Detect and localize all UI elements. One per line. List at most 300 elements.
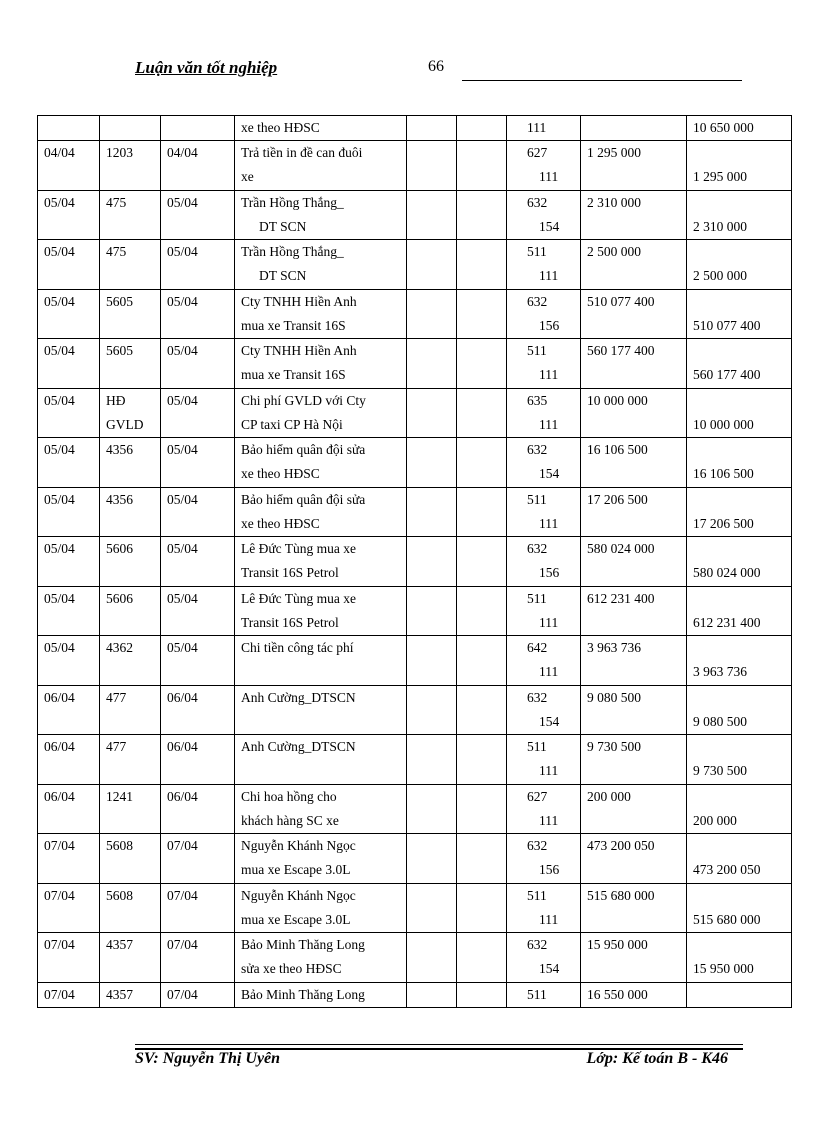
cell-text: 10 000 000 (693, 416, 754, 432)
cell-debit (581, 685, 687, 735)
cell-debit (581, 438, 687, 488)
cell-text: Anh Cường_DTSCN (241, 739, 356, 754)
cell-voucher-date (161, 982, 235, 1007)
cell-credit (687, 240, 792, 290)
cell-text: Bảo hiểm quân đội sửa (241, 491, 366, 507)
cell-text: 4357 (106, 937, 133, 952)
table-row (38, 438, 792, 488)
cell-text: 10 000 000 (587, 392, 648, 408)
cell-empty-2 (457, 933, 507, 983)
cell-text: 1203 (106, 145, 133, 160)
cell-text: 07/04 (44, 937, 75, 952)
cell-text: CP taxi CP Hà Nội (241, 416, 343, 432)
table-row (38, 289, 792, 339)
cell-text: Transit 16S Petrol (241, 614, 339, 630)
cell-empty-2 (457, 834, 507, 884)
cell-text: 5608 (106, 887, 133, 903)
cell-debit (581, 883, 687, 933)
cell-text: 473 200 050 (587, 838, 655, 853)
cell-text: 10 650 000 (693, 120, 754, 135)
cell-debit (581, 784, 687, 834)
table-row (38, 636, 792, 686)
cell-description (235, 636, 407, 686)
cell-text: 05/04 (44, 343, 75, 358)
cell-text: 642 (527, 640, 548, 655)
cell-text: 5605 (106, 293, 133, 309)
cell-account (507, 141, 581, 191)
cell-voucher-date (161, 933, 235, 983)
cell-voucher-date (161, 240, 235, 290)
cell-text: 9 730 500 (693, 763, 747, 778)
cell-text: 612 231 400 (693, 614, 761, 630)
table-row (38, 834, 792, 884)
cell-voucher-number (100, 487, 161, 537)
cell-empty-1 (407, 388, 457, 438)
cell-empty-2 (457, 438, 507, 488)
cell-voucher-number (100, 685, 161, 735)
cell-date (38, 339, 100, 389)
cell-text: 4357 (106, 986, 133, 1002)
cell-account (507, 190, 581, 240)
cell-description (235, 190, 407, 240)
cell-text: 17 206 500 (587, 491, 648, 507)
cell-text: 154 (539, 961, 560, 976)
cell-text: 511 (527, 887, 547, 903)
cell-text: xe theo HĐSC (241, 515, 320, 531)
cell-empty-2 (457, 586, 507, 636)
cell-text: 4356 (106, 442, 133, 457)
cell-text: Trả tiền in đề can đuôi (241, 145, 363, 160)
cell-empty-2 (457, 240, 507, 290)
cell-text: 475 (106, 244, 127, 259)
table-row (38, 190, 792, 240)
cell-text: 510 077 400 (693, 317, 761, 333)
cell-description (235, 735, 407, 785)
cell-account (507, 537, 581, 587)
cell-debit (581, 289, 687, 339)
cell-description (235, 537, 407, 587)
cell-text: DT SCN (259, 218, 307, 234)
cell-empty-2 (457, 339, 507, 389)
cell-text: 1 295 000 (587, 145, 641, 160)
cell-empty-1 (407, 933, 457, 983)
cell-voucher-date (161, 289, 235, 339)
cell-text: Lê Đức Tùng mua xe (241, 590, 357, 606)
cell-empty-1 (407, 784, 457, 834)
cell-empty-1 (407, 190, 457, 240)
cell-account (507, 289, 581, 339)
ledger-body (38, 116, 792, 1008)
cell-text: mua xe Escape 3.0L (241, 862, 351, 877)
cell-text: 05/04 (44, 590, 75, 606)
cell-text: 511 (527, 343, 547, 358)
cell-text: khách hàng SC xe (241, 812, 339, 828)
cell-text: 632 (527, 541, 548, 556)
cell-debit (581, 834, 687, 884)
cell-account (507, 834, 581, 884)
cell-voucher-date (161, 388, 235, 438)
cell-date (38, 190, 100, 240)
cell-account (507, 487, 581, 537)
cell-text: 477 (106, 739, 127, 754)
cell-empty-1 (407, 537, 457, 587)
cell-text: 156 (539, 862, 560, 877)
cell-text: Bảo Minh Thăng Long (241, 937, 365, 952)
cell-debit (581, 636, 687, 686)
cell-text: Nguyễn Khánh Ngọc (241, 838, 356, 853)
cell-voucher-number (100, 784, 161, 834)
cell-text: 156 (539, 317, 560, 333)
cell-voucher-date (161, 438, 235, 488)
cell-text: 111 (539, 812, 559, 828)
cell-text: 04/04 (44, 145, 75, 160)
page-number: 66 (428, 58, 444, 75)
cell-text: 07/04 (167, 887, 198, 903)
cell-text: 16 106 500 (587, 442, 648, 457)
cell-text: 5605 (106, 343, 133, 358)
cell-text: Bảo hiểm quân đội sửa (241, 442, 366, 457)
cell-voucher-date (161, 834, 235, 884)
cell-empty-1 (407, 438, 457, 488)
cell-account (507, 933, 581, 983)
cell-text: 560 177 400 (693, 367, 761, 382)
cell-empty-1 (407, 883, 457, 933)
cell-text: xe theo HĐSC (241, 466, 320, 481)
cell-credit (687, 116, 792, 141)
footer-class: Lớp: Kế toán B - K46 (586, 1050, 728, 1067)
cell-text: 05/04 (167, 541, 198, 556)
cell-text: Trần Hồng Thắng_ (241, 194, 344, 210)
cell-empty-1 (407, 586, 457, 636)
cell-text: mua xe Transit 16S (241, 367, 346, 382)
cell-text: 475 (106, 194, 127, 210)
cell-empty-1 (407, 240, 457, 290)
cell-voucher-number (100, 883, 161, 933)
cell-text: xe (241, 169, 254, 184)
cell-credit (687, 388, 792, 438)
cell-text: 156 (539, 565, 560, 580)
cell-text: mua xe Transit 16S (241, 317, 346, 333)
cell-account (507, 883, 581, 933)
cell-account (507, 685, 581, 735)
table-row (38, 982, 792, 1007)
cell-empty-2 (457, 537, 507, 587)
cell-text: 16 106 500 (693, 466, 754, 481)
cell-debit (581, 537, 687, 587)
table-row (38, 116, 792, 141)
cell-date (38, 636, 100, 686)
cell-debit (581, 190, 687, 240)
cell-description (235, 982, 407, 1007)
table-row (38, 339, 792, 389)
cell-text: Nguyễn Khánh Ngọc (241, 887, 356, 903)
cell-voucher-number (100, 834, 161, 884)
cell-account (507, 784, 581, 834)
cell-description (235, 141, 407, 191)
cell-text: 16 550 000 (587, 986, 648, 1002)
table-row (38, 586, 792, 636)
cell-description (235, 116, 407, 141)
cell-description (235, 784, 407, 834)
cell-voucher-number (100, 141, 161, 191)
cell-text: 111 (539, 911, 559, 927)
cell-debit (581, 141, 687, 191)
cell-text: 111 (539, 664, 559, 679)
ledger-table (37, 115, 792, 1008)
cell-account (507, 982, 581, 1007)
cell-date (38, 883, 100, 933)
cell-account (507, 586, 581, 636)
table-row (38, 388, 792, 438)
cell-debit (581, 116, 687, 141)
cell-text: 515 680 000 (693, 911, 761, 927)
cell-text: 580 024 000 (587, 541, 655, 556)
cell-text: 9 730 500 (587, 739, 641, 754)
cell-text: 632 (527, 194, 548, 210)
table-row (38, 735, 792, 785)
cell-account (507, 636, 581, 686)
cell-text: 511 (527, 244, 547, 259)
cell-debit (581, 339, 687, 389)
cell-empty-1 (407, 834, 457, 884)
cell-date (38, 982, 100, 1007)
cell-text: Chi tiền công tác phí (241, 640, 354, 655)
table-row (38, 240, 792, 290)
cell-text: 15 950 000 (693, 961, 754, 976)
cell-text: 1 295 000 (693, 169, 747, 184)
cell-text: 05/04 (44, 541, 75, 556)
cell-text: 111 (539, 614, 559, 630)
cell-description (235, 339, 407, 389)
cell-text: 4356 (106, 491, 133, 507)
header-rule (462, 80, 742, 81)
cell-text: 07/04 (167, 937, 198, 952)
cell-text: 05/04 (167, 293, 198, 309)
cell-voucher-date (161, 685, 235, 735)
cell-text: Trần Hồng Thắng_ (241, 244, 344, 259)
cell-voucher-date (161, 636, 235, 686)
cell-voucher-number (100, 636, 161, 686)
cell-text: 627 (527, 145, 548, 160)
cell-credit (687, 339, 792, 389)
cell-text: 515 680 000 (587, 887, 655, 903)
cell-text: Anh Cường_DTSCN (241, 689, 356, 705)
cell-text: 5608 (106, 838, 133, 853)
cell-date (38, 438, 100, 488)
cell-date (38, 388, 100, 438)
cell-text: 2 500 000 (693, 268, 747, 283)
cell-empty-1 (407, 289, 457, 339)
table-row (38, 487, 792, 537)
cell-text: 111 (527, 120, 547, 135)
cell-empty-2 (457, 487, 507, 537)
cell-text: 9 080 500 (587, 689, 641, 705)
cell-text: Bảo Minh Thăng Long (241, 986, 365, 1002)
cell-account (507, 240, 581, 290)
cell-text: HĐ GVLD (106, 392, 144, 432)
cell-description (235, 388, 407, 438)
cell-text: 05/04 (167, 194, 198, 210)
cell-credit (687, 982, 792, 1007)
cell-text: 632 (527, 689, 548, 705)
cell-text: 06/04 (167, 689, 198, 705)
cell-voucher-number (100, 339, 161, 389)
cell-text: Transit 16S Petrol (241, 565, 339, 580)
cell-debit (581, 735, 687, 785)
cell-text: 580 024 000 (693, 565, 761, 580)
cell-text: 2 310 000 (587, 194, 641, 210)
cell-text: 05/04 (167, 343, 198, 358)
cell-voucher-number (100, 116, 161, 141)
cell-text: 05/04 (167, 491, 198, 507)
cell-empty-1 (407, 636, 457, 686)
cell-text: 06/04 (44, 689, 75, 705)
table-row (38, 883, 792, 933)
cell-text: 15 950 000 (587, 937, 648, 952)
cell-text: 154 (539, 713, 560, 729)
cell-empty-1 (407, 116, 457, 141)
cell-text: 200 000 (587, 788, 631, 804)
cell-voucher-number (100, 982, 161, 1007)
cell-empty-2 (457, 735, 507, 785)
cell-description (235, 685, 407, 735)
cell-date (38, 537, 100, 587)
cell-debit (581, 388, 687, 438)
cell-text: 632 (527, 442, 548, 457)
cell-text: 05/04 (44, 640, 75, 655)
cell-account (507, 438, 581, 488)
cell-debit (581, 933, 687, 983)
table-row (38, 141, 792, 191)
cell-description (235, 933, 407, 983)
cell-credit (687, 685, 792, 735)
table-row (38, 537, 792, 587)
cell-text: 154 (539, 466, 560, 481)
cell-empty-2 (457, 116, 507, 141)
cell-debit (581, 982, 687, 1007)
cell-date (38, 586, 100, 636)
table-row (38, 685, 792, 735)
cell-empty-1 (407, 685, 457, 735)
cell-text: 07/04 (44, 887, 75, 903)
cell-credit (687, 438, 792, 488)
cell-text: 632 (527, 937, 548, 952)
cell-text: 05/04 (44, 442, 75, 457)
cell-description (235, 240, 407, 290)
cell-text: 632 (527, 838, 548, 853)
cell-voucher-number (100, 537, 161, 587)
cell-text: 510 077 400 (587, 293, 655, 309)
cell-text: 560 177 400 (587, 343, 655, 358)
cell-voucher-date (161, 735, 235, 785)
cell-voucher-date (161, 190, 235, 240)
cell-text: 05/04 (167, 244, 198, 259)
cell-text: Chi phí GVLD với Cty (241, 392, 366, 408)
cell-description (235, 586, 407, 636)
cell-voucher-number (100, 586, 161, 636)
cell-text: Cty TNHH Hiền Anh (241, 343, 357, 358)
cell-text: 05/04 (167, 392, 198, 408)
cell-credit (687, 141, 792, 191)
cell-text: DT SCN (259, 268, 307, 283)
cell-text: 111 (539, 763, 559, 778)
cell-date (38, 685, 100, 735)
cell-empty-2 (457, 141, 507, 191)
cell-debit (581, 240, 687, 290)
cell-text: 612 231 400 (587, 590, 655, 606)
cell-credit (687, 834, 792, 884)
cell-text: 511 (527, 590, 547, 606)
table-row (38, 784, 792, 834)
cell-account (507, 735, 581, 785)
cell-text: 632 (527, 293, 548, 309)
cell-voucher-date (161, 339, 235, 389)
cell-voucher-number (100, 388, 161, 438)
cell-date (38, 116, 100, 141)
cell-text: 473 200 050 (693, 862, 761, 877)
cell-text: 05/04 (44, 194, 75, 210)
cell-text: 635 (527, 392, 548, 408)
cell-empty-1 (407, 982, 457, 1007)
cell-text: mua xe Escape 3.0L (241, 911, 351, 927)
cell-date (38, 240, 100, 290)
cell-text: 4362 (106, 640, 133, 655)
cell-text: Lê Đức Tùng mua xe (241, 541, 357, 556)
cell-text: xe theo HĐSC (241, 120, 320, 135)
cell-empty-1 (407, 487, 457, 537)
cell-empty-2 (457, 982, 507, 1007)
cell-date (38, 933, 100, 983)
cell-text: 05/04 (167, 442, 198, 457)
cell-debit (581, 586, 687, 636)
cell-text: 1241 (106, 788, 133, 804)
cell-account (507, 388, 581, 438)
cell-account (507, 339, 581, 389)
cell-text: 111 (539, 169, 559, 184)
cell-text: 2 310 000 (693, 218, 747, 234)
cell-text: 511 (527, 491, 547, 507)
cell-empty-2 (457, 388, 507, 438)
cell-credit (687, 933, 792, 983)
cell-text: 2 500 000 (587, 244, 641, 259)
cell-credit (687, 190, 792, 240)
cell-voucher-number (100, 735, 161, 785)
cell-text: 07/04 (167, 838, 198, 853)
cell-text: 5606 (106, 541, 133, 556)
cell-voucher-date (161, 537, 235, 587)
cell-credit (687, 784, 792, 834)
cell-text: 3 963 736 (693, 664, 747, 679)
cell-account (507, 116, 581, 141)
cell-credit (687, 289, 792, 339)
cell-date (38, 141, 100, 191)
header-title: Luận văn tốt nghiệp (135, 58, 278, 77)
cell-empty-1 (407, 339, 457, 389)
cell-text: 111 (539, 367, 559, 382)
cell-voucher-date (161, 141, 235, 191)
cell-credit (687, 735, 792, 785)
cell-voucher-date (161, 883, 235, 933)
cell-credit (687, 487, 792, 537)
cell-text: 3 963 736 (587, 640, 641, 655)
cell-description (235, 883, 407, 933)
cell-date (38, 289, 100, 339)
cell-text: 5606 (106, 590, 133, 606)
cell-empty-2 (457, 636, 507, 686)
cell-credit (687, 586, 792, 636)
cell-voucher-date (161, 784, 235, 834)
cell-text: 05/04 (44, 244, 75, 259)
